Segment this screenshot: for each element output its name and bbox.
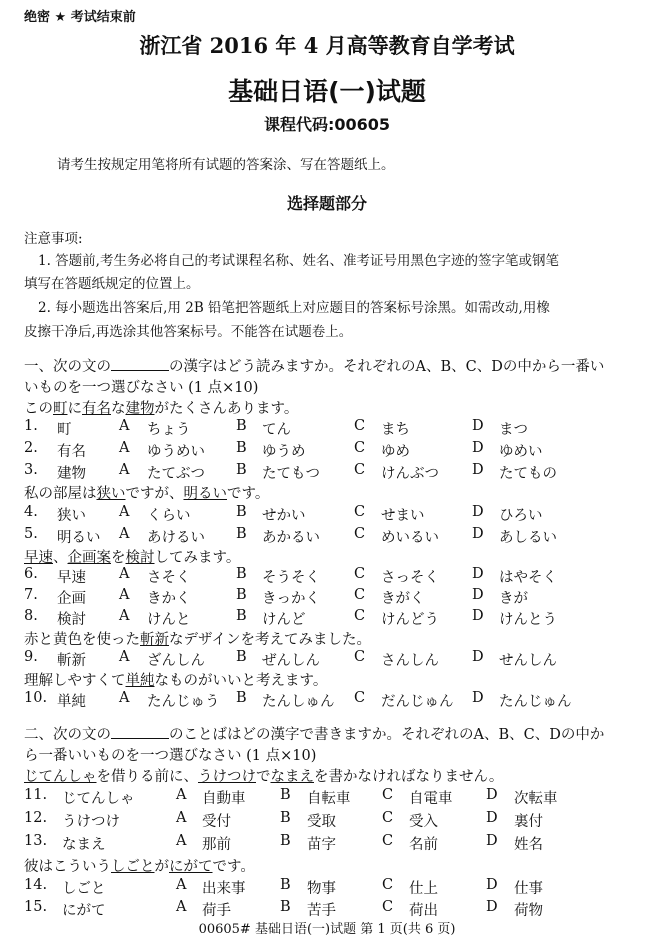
note-2-line-1: 2. 每小题选出答案后,用 2B 铅笔把答题纸上对应题目的答案标号涂黑。如需改动,用橡	[38, 300, 550, 316]
option-d-text: 次転車	[514, 791, 558, 807]
option-d-text: きが	[499, 591, 528, 607]
option-b-label: B	[236, 649, 247, 665]
note-1-line-2: 填写在答题纸规定的位置上。	[24, 276, 200, 292]
option-d-label: D	[486, 810, 498, 826]
option-c-label: C	[382, 899, 394, 915]
underlined-word: 企画案	[67, 550, 111, 566]
option-d-text: 裏付	[514, 814, 543, 830]
option-b-label: B	[236, 690, 247, 706]
option-d-text: たてもの	[499, 466, 557, 482]
text: な	[111, 401, 126, 417]
text: がたくさんあります。	[154, 401, 299, 417]
option-a-text: 出来事	[202, 881, 246, 897]
option-d-label: D	[472, 587, 484, 603]
question-word: じてんしゃ	[62, 791, 135, 807]
text: してみます。	[154, 550, 241, 566]
answer-blank	[111, 358, 169, 371]
option-b-label: B	[280, 810, 291, 826]
question-word: うけつけ	[62, 814, 120, 830]
option-d-label: D	[472, 649, 484, 665]
option-c-text: せまい	[381, 508, 425, 524]
option-a-text: くらい	[147, 508, 191, 524]
option-a-text: ちょう	[147, 422, 191, 438]
exam-title: 浙江省 2016 年 4 月高等教育自学考试	[139, 33, 515, 58]
option-a-label: A	[119, 418, 130, 434]
option-b-text: 自転車	[307, 791, 351, 807]
option-a-text: 那前	[202, 837, 231, 853]
option-c-label: C	[354, 526, 366, 542]
part2-instruction-a: 二、次の文の	[24, 727, 111, 743]
option-b-label: B	[280, 833, 291, 849]
option-c-label: C	[354, 440, 366, 456]
option-d-label: D	[472, 418, 484, 434]
option-a-text: たんじゅう	[147, 694, 220, 710]
underlined-word: 町	[53, 401, 68, 417]
option-d-text: ゆめい	[499, 444, 543, 460]
option-a-text: けんと	[147, 612, 191, 628]
option-c-text: けんぶつ	[381, 466, 439, 482]
option-a-text: 自動車	[202, 791, 246, 807]
option-b-label: B	[236, 526, 247, 542]
option-b-text: せかい	[262, 508, 306, 524]
question-word: しごと	[62, 881, 106, 897]
question-number: 3.	[24, 462, 38, 478]
option-c-label: C	[382, 787, 394, 803]
confidential-label: 绝密 ★ 考试结束前	[24, 10, 136, 25]
part2-instruction-line2: ら一番いいものを一つ選びなさい (1 点×10)	[24, 748, 317, 764]
option-c-text: だんじゅん	[381, 694, 454, 710]
option-a-text: ゆうめい	[147, 444, 205, 460]
underlined-word: 単純	[125, 673, 155, 689]
underlined-word: 検討	[125, 550, 155, 566]
option-b-label: B	[236, 608, 247, 624]
question-number: 2.	[24, 440, 38, 456]
option-d-label: D	[486, 899, 498, 915]
question-number: 6.	[24, 566, 38, 582]
part1-instruction-line2: いものを一つ選びなさい (1 点×10)	[24, 380, 259, 396]
option-d-text: 姓名	[514, 837, 543, 853]
underlined-word: 早速	[24, 550, 53, 566]
option-d-label: D	[472, 608, 484, 624]
underlined-word: にがて	[169, 859, 213, 875]
question-word: 建物	[57, 466, 86, 482]
option-d-text: あしるい	[499, 530, 557, 546]
page-footer: 00605# 基础日语(一)试题 第 1 页(共 6 页)	[198, 922, 456, 937]
option-c-label: C	[382, 833, 394, 849]
text: です。	[212, 859, 255, 875]
part2-sentence-2	[24, 855, 255, 876]
text: 私の部屋は	[24, 486, 97, 502]
underlined-word: 建物	[125, 401, 155, 417]
question-number: 1.	[24, 418, 38, 434]
option-a-label: A	[119, 649, 130, 665]
option-b-label: B	[280, 787, 291, 803]
option-d-label: D	[486, 833, 498, 849]
note-2-line-2: 皮擦干净后,再选涂其他答案标号。不能答在试题卷上。	[24, 324, 353, 340]
option-b-text: ゆうめ	[262, 444, 306, 460]
text: なものがいいと考えます。	[154, 673, 328, 689]
option-c-text: めいるい	[381, 530, 439, 546]
question-number: 13.	[24, 833, 48, 849]
part2-instruction	[24, 723, 604, 744]
option-b-label: B	[280, 899, 291, 915]
option-a-text: あけるい	[147, 530, 205, 546]
option-b-label: B	[236, 462, 247, 478]
option-c-text: 名前	[409, 837, 438, 853]
option-b-text: たんしゅん	[262, 694, 335, 710]
option-a-label: A	[176, 787, 187, 803]
underlined-word: 斬新	[140, 632, 169, 648]
option-c-label: C	[382, 810, 394, 826]
option-d-text: 荷物	[514, 903, 543, 919]
text: に	[67, 401, 82, 417]
part1-sentence-1	[24, 397, 298, 418]
underlined-word: なまえ	[270, 769, 314, 785]
option-a-text: さそく	[147, 570, 191, 586]
option-a-label: A	[176, 877, 187, 893]
option-d-text: ひろい	[499, 508, 543, 524]
option-b-label: B	[236, 587, 247, 603]
underlined-word: 狭い	[96, 486, 126, 502]
option-c-label: C	[354, 690, 366, 706]
option-d-text: たんじゅん	[499, 694, 572, 710]
option-a-label: A	[119, 462, 130, 478]
option-d-label: D	[472, 504, 484, 520]
part2-sentence-1	[24, 765, 503, 786]
option-a-label: A	[119, 440, 130, 456]
part1-sentence-3	[24, 546, 240, 567]
question-word: 単純	[57, 694, 86, 710]
option-c-text: 荷出	[409, 903, 438, 919]
option-b-text: てん	[262, 422, 291, 438]
underlined-word: じてんしゃ	[24, 769, 97, 785]
option-c-text: さんしん	[381, 653, 439, 669]
option-a-label: A	[119, 566, 130, 582]
option-b-label: B	[236, 566, 247, 582]
option-b-label: B	[236, 440, 247, 456]
option-a-text: 受付	[202, 814, 231, 830]
option-a-text: たてぶつ	[147, 466, 205, 482]
option-a-label: A	[176, 833, 187, 849]
question-number: 12.	[24, 810, 48, 826]
text: 理解しやすくて	[24, 673, 126, 689]
question-word: 有名	[57, 444, 86, 460]
option-c-label: C	[354, 504, 366, 520]
part1-instruction-b: の漢字はどう読みますか。それぞれのA、B、C、Dの中から一番い	[169, 359, 605, 375]
text: を書かなければなりません。	[314, 769, 504, 785]
question-number: 10.	[24, 690, 48, 706]
option-c-label: C	[354, 462, 366, 478]
question-word: 早速	[57, 570, 86, 586]
part1-instruction-a: 一、次の文の	[24, 359, 111, 375]
option-a-label: A	[119, 504, 130, 520]
option-d-text: けんとう	[499, 612, 557, 628]
option-a-label: A	[119, 608, 130, 624]
option-c-label: C	[354, 418, 366, 434]
option-c-text: 自電車	[409, 791, 453, 807]
option-b-text: きっかく	[262, 591, 320, 607]
option-c-label: C	[382, 877, 394, 893]
part1-sentence-4	[24, 628, 371, 649]
option-b-label: B	[236, 418, 247, 434]
text: この	[24, 401, 53, 417]
underlined-word: 有名	[82, 401, 111, 417]
course-code: 课程代码:00605	[263, 115, 391, 134]
option-d-label: D	[486, 877, 498, 893]
option-d-label: D	[486, 787, 498, 803]
option-d-text: まつ	[499, 422, 528, 438]
part1-sentence-5	[24, 669, 327, 690]
text: 彼はこういう	[24, 859, 111, 875]
text: です。	[227, 486, 270, 502]
text: なデザインを考えてみました。	[169, 632, 371, 648]
option-a-label: A	[176, 810, 187, 826]
option-d-label: D	[472, 566, 484, 582]
part1-instruction	[24, 355, 604, 376]
question-number: 15.	[24, 899, 48, 915]
option-b-label: B	[236, 504, 247, 520]
answer-blank	[111, 726, 169, 739]
question-word: なまえ	[62, 837, 106, 853]
option-a-label: A	[119, 690, 130, 706]
option-c-text: まち	[381, 422, 410, 438]
option-d-text: はやそく	[499, 570, 557, 586]
option-b-text: 苗字	[307, 837, 336, 853]
option-c-label: C	[354, 587, 366, 603]
note-1-line-1: 1. 答题前,考生务必将自己的考试课程名称、姓名、准考证号用黑色字迹的签字笔或钢笔	[38, 253, 559, 269]
option-c-text: きがく	[381, 591, 425, 607]
notes-heading: 注意事项:	[24, 231, 83, 247]
option-a-text: 荷手	[202, 903, 231, 919]
subject-title: 基础日语(一)试题	[228, 77, 426, 106]
option-a-text: ざんしん	[147, 653, 205, 669]
option-d-label: D	[472, 690, 484, 706]
option-b-label: B	[280, 877, 291, 893]
option-c-text: ゆめ	[381, 444, 410, 460]
part1-sentence-2	[24, 482, 269, 503]
part2-instruction-b: のことばはどの漢字で書きますか。それぞれのA、B、C、Dの中か	[169, 727, 605, 743]
general-instruction: 请考生按规定用笔将所有试题的答案涂、写在答题纸上。	[57, 157, 395, 173]
question-word: にがて	[62, 903, 106, 919]
text: を	[111, 550, 126, 566]
question-number: 9.	[24, 649, 38, 665]
question-word: 検討	[57, 612, 86, 628]
question-word: 町	[57, 422, 72, 438]
option-b-text: 苦手	[307, 903, 336, 919]
option-b-text: あかるい	[262, 530, 320, 546]
option-d-label: D	[472, 462, 484, 478]
section-title: 选择题部分	[286, 194, 367, 213]
question-word: 明るい	[57, 530, 101, 546]
option-c-text: 受入	[409, 814, 438, 830]
text: 、	[53, 550, 68, 566]
option-c-label: C	[354, 649, 366, 665]
option-c-text: さっそく	[381, 570, 439, 586]
option-b-text: 物事	[307, 881, 336, 897]
option-b-text: たてもつ	[262, 466, 320, 482]
question-word: 狭い	[57, 508, 86, 524]
question-word: 斬新	[57, 653, 86, 669]
underlined-word: しごと	[111, 859, 155, 875]
option-a-label: A	[119, 587, 130, 603]
underlined-word: 明るい	[183, 486, 227, 502]
text: 赤と黄色を使った	[24, 632, 140, 648]
text: ですが、	[125, 486, 184, 502]
question-number: 14.	[24, 877, 48, 893]
question-word: 企画	[57, 591, 86, 607]
question-number: 8.	[24, 608, 38, 624]
option-d-label: D	[472, 440, 484, 456]
option-d-text: せんしん	[499, 653, 557, 669]
option-c-text: 仕上	[409, 881, 438, 897]
question-number: 4.	[24, 504, 38, 520]
question-number: 7.	[24, 587, 38, 603]
text: で	[256, 769, 271, 785]
underlined-word: うけつけ	[198, 769, 256, 785]
option-a-text: きかく	[147, 591, 191, 607]
question-number: 11.	[24, 787, 48, 803]
option-b-text: そうそく	[262, 570, 320, 586]
text: を借りる前に、	[96, 769, 198, 785]
text: が	[154, 859, 169, 875]
option-d-label: D	[472, 526, 484, 542]
question-number: 5.	[24, 526, 38, 542]
option-d-text: 仕事	[514, 881, 543, 897]
option-c-label: C	[354, 608, 366, 624]
option-b-text: 受取	[307, 814, 336, 830]
option-b-text: けんど	[262, 612, 306, 628]
option-a-label: A	[176, 899, 187, 915]
option-a-label: A	[119, 526, 130, 542]
option-c-text: けんどう	[381, 612, 439, 628]
option-c-label: C	[354, 566, 366, 582]
option-b-text: ぜんしん	[262, 653, 320, 669]
